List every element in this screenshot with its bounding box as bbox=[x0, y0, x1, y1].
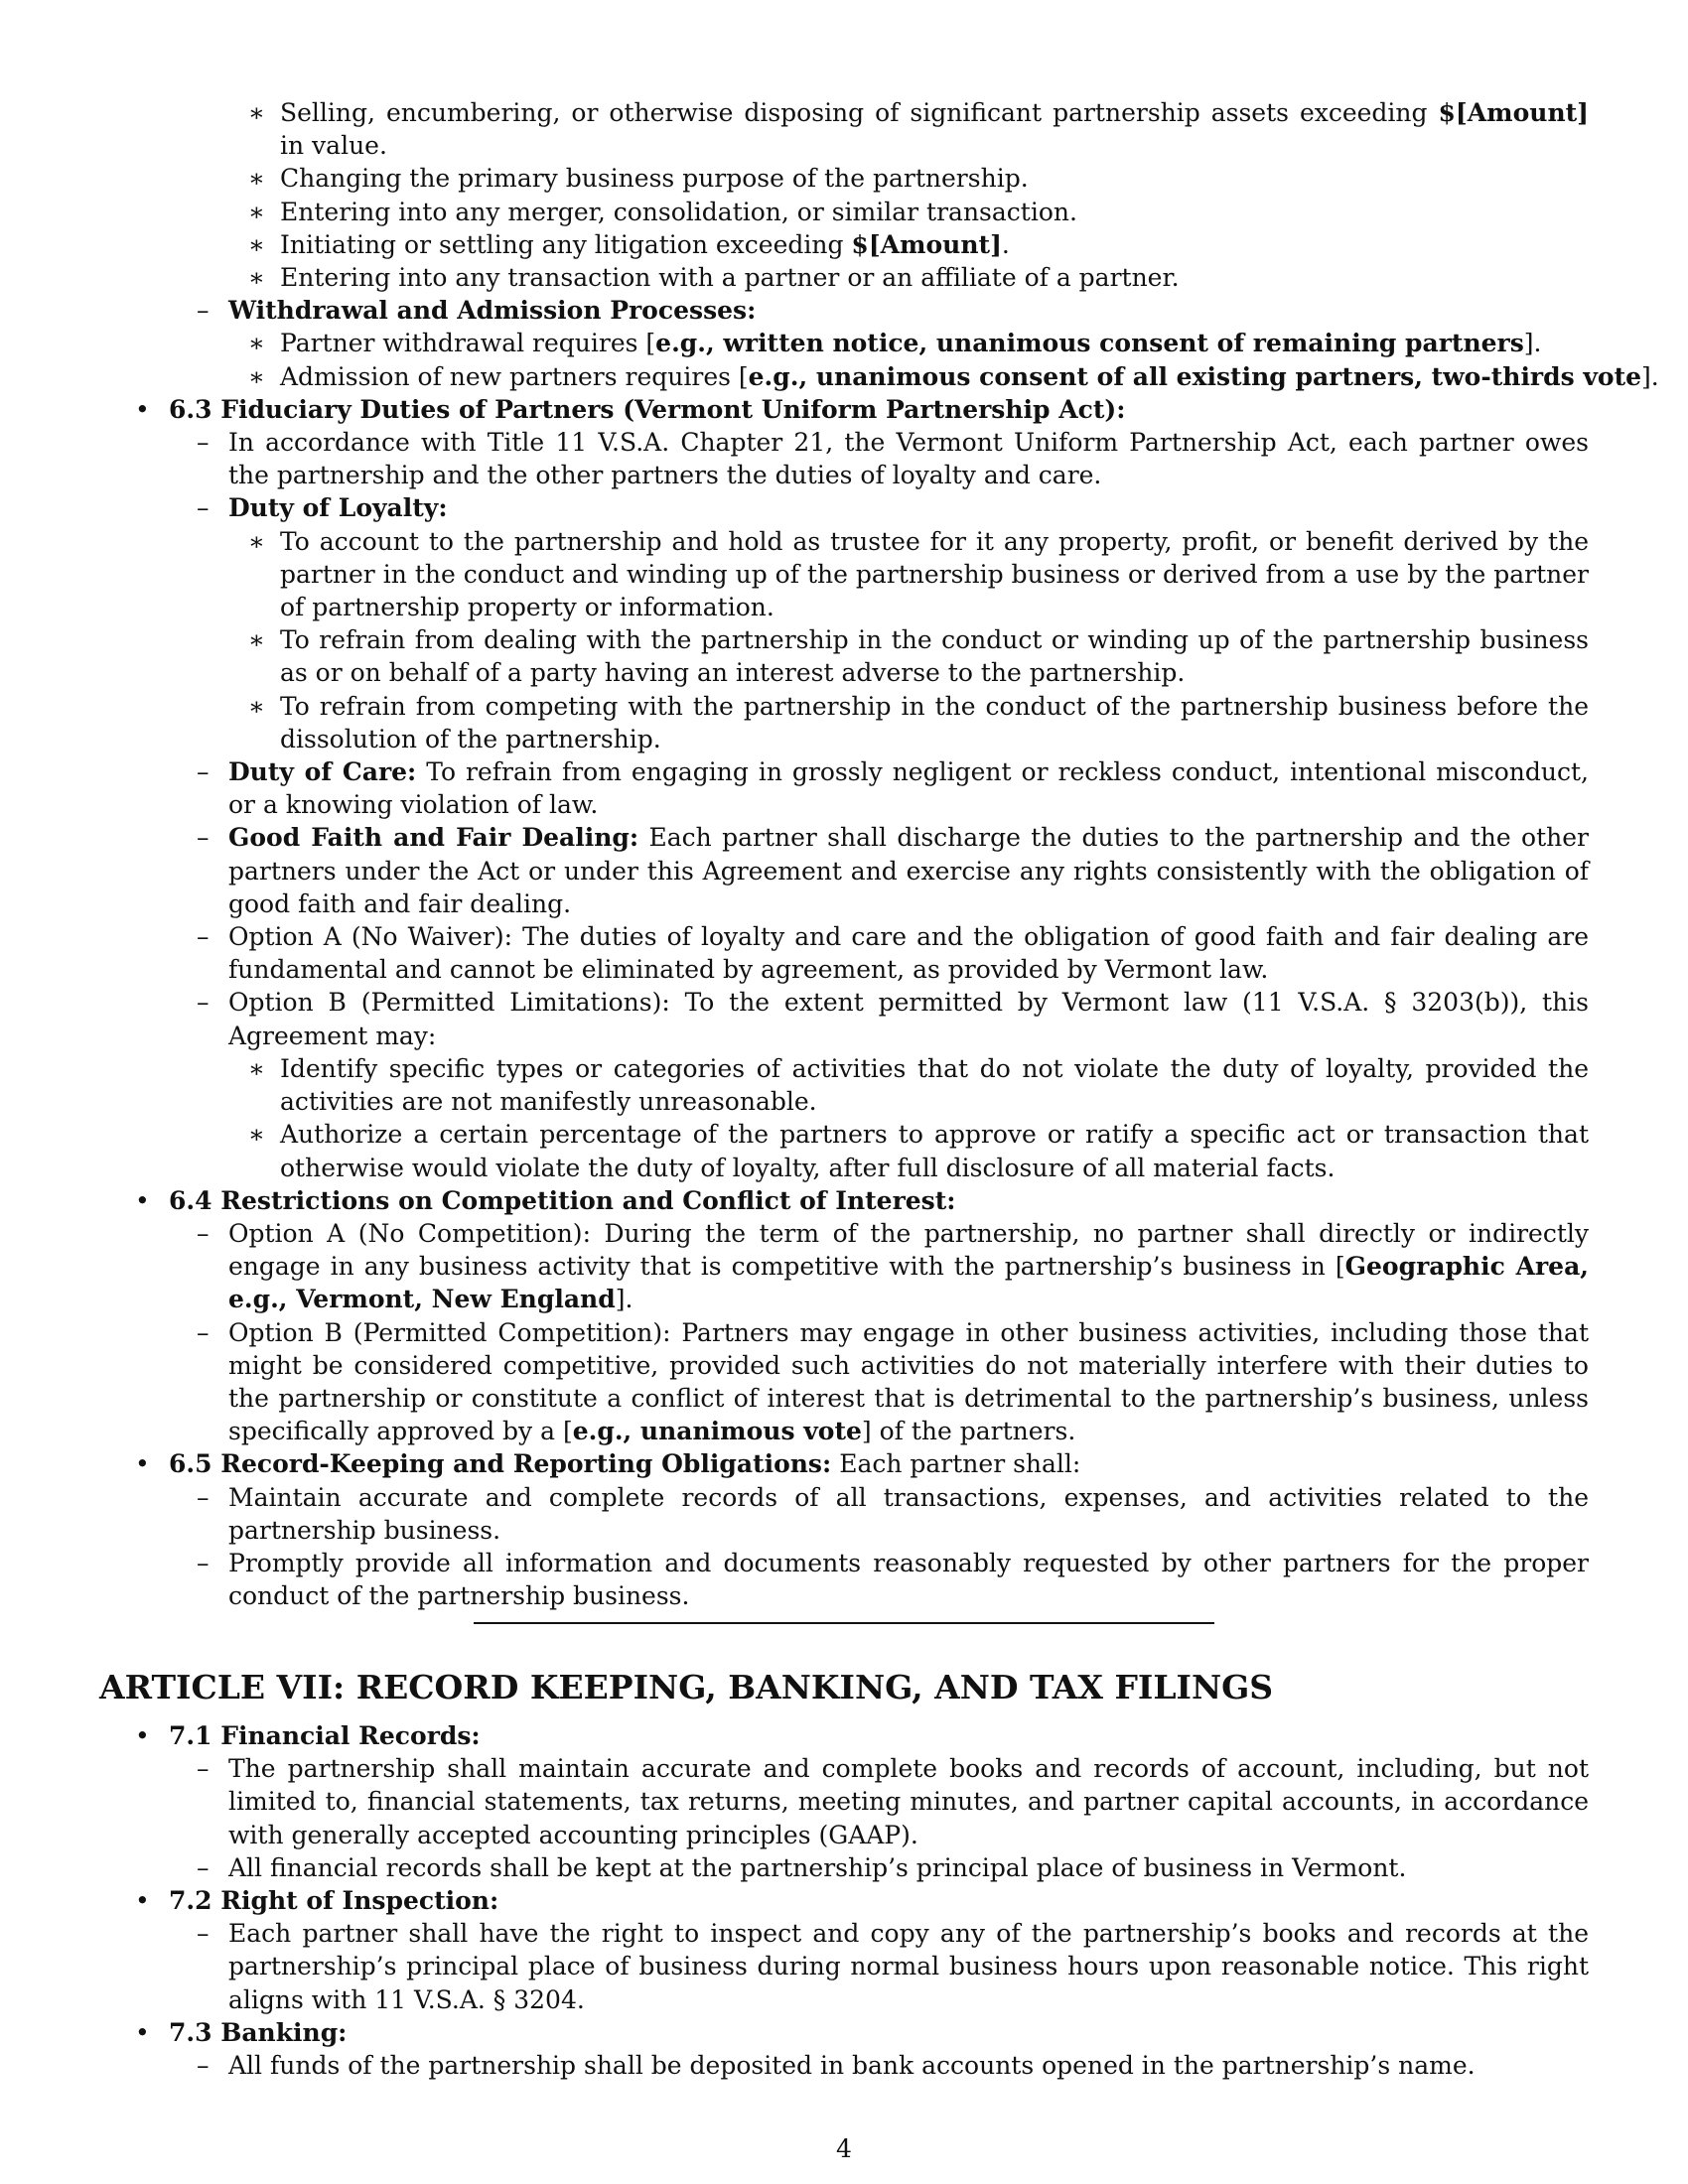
approval-item bbox=[99, 196, 1589, 228]
item-text: All funds of the partnership shall be deposited in bank accounts opened in the partnership’s name. bbox=[228, 2051, 1476, 2081]
loyalty-item bbox=[99, 690, 1589, 755]
star-marker: ∗ bbox=[248, 197, 265, 226]
item-text: Partner withdrawal requires [ bbox=[280, 329, 656, 358]
item-text: To account to the partnership and hold as trustee for it any property, profit, or benefit derived by the partner in the conduct and winding up of the partnership business or derived from a use by the partner of partnership property or information. bbox=[280, 526, 1589, 622]
section-title: 7.2 Right of Inspection: bbox=[169, 1886, 499, 1916]
item-text: The partnership shall maintain accurate and complete books and records of account, including, but not limited to, financial statements, tax returns, meeting minutes, and partner capital accounts, in accordance with generally accepted accounting principles (GAAP). bbox=[228, 1754, 1589, 1849]
placeholder-amount: $[Amount] bbox=[1438, 98, 1589, 127]
dash-marker: – bbox=[197, 1482, 210, 1512]
section-7-2 bbox=[99, 1884, 1589, 1917]
item-text: Admission of new partners requires [ bbox=[280, 361, 749, 391]
dash-marker: – bbox=[197, 428, 210, 458]
option-a-item bbox=[99, 1217, 1589, 1316]
section-title: 6.3 Fiduciary Duties of Partners (Vermont Uniform Partnership Act): bbox=[169, 394, 1126, 424]
star-marker: ∗ bbox=[248, 263, 265, 293]
option-b-item bbox=[99, 1316, 1589, 1448]
section-6-4 bbox=[99, 1184, 1589, 1217]
list-item bbox=[99, 1917, 1589, 2016]
approval-item bbox=[99, 162, 1589, 195]
bullet-marker: • bbox=[135, 394, 150, 424]
item-text: . bbox=[1001, 229, 1010, 259]
option-a-item bbox=[99, 920, 1589, 986]
withdrawal-item bbox=[99, 327, 1589, 359]
star-marker: ∗ bbox=[248, 229, 265, 259]
placeholder-text: Geographic Area, e.g., Vermont, New England bbox=[228, 1252, 1589, 1314]
approval-item bbox=[99, 261, 1589, 294]
list-item bbox=[99, 1481, 1589, 1547]
item-text: ]. bbox=[1523, 329, 1542, 358]
dash-marker: – bbox=[197, 1852, 210, 1882]
item-text: Option B (Permitted Competition): Partners may engage in other business activities, including those that might be considered competitive, provided such activities do not materially interfere with their duties to the partnership or constitute a conflict of interest that is detrimental to the partnership’s business, unless specifically approved by a [ bbox=[228, 1317, 1589, 1446]
bullet-marker: • bbox=[135, 2017, 150, 2047]
item-text: Option A (No Competition): During the term of the partnership, no partner shall directly or indirectly engage in any business activity that is competitive with the partnership’s business in [ bbox=[228, 1218, 1589, 1282]
item-text: Authorize a certain percentage of the partners to approve or ratify a specific act or transaction that otherwise would violate the duty of loyalty, after full disclosure of all material facts. bbox=[280, 1120, 1589, 1182]
placeholder-text: e.g., written notice, unanimous consent of remaining partners bbox=[655, 329, 1524, 358]
dash-marker: – bbox=[197, 823, 210, 853]
section-title: 7.3 Banking: bbox=[169, 2017, 348, 2047]
item-text: Maintain accurate and complete records of all transactions, expenses, and activities related to the partnership business. bbox=[228, 1482, 1589, 1545]
dash-marker: – bbox=[197, 1919, 210, 1949]
withdrawal-item bbox=[99, 360, 1659, 393]
section-6-3 bbox=[99, 393, 1589, 426]
item-text: ]. bbox=[615, 1285, 633, 1314]
loyalty-item bbox=[99, 623, 1589, 689]
star-marker: ∗ bbox=[248, 1120, 265, 1150]
list-item bbox=[99, 1752, 1589, 1851]
section-7-1 bbox=[99, 1719, 1589, 1752]
item-text: ] of the partners. bbox=[861, 1417, 1076, 1446]
item-text: To refrain from dealing with the partnership in the conduct or winding up of the partnership business as or on behalf of a party having an interest adverse to the partnership. bbox=[280, 625, 1589, 688]
section-6-5 bbox=[99, 1447, 1589, 1480]
star-marker: ∗ bbox=[248, 164, 265, 194]
placeholder-text: e.g., unanimous consent of all existing partners, two-thirds vote bbox=[748, 361, 1642, 391]
star-marker: ∗ bbox=[248, 625, 265, 655]
star-marker: ∗ bbox=[248, 329, 265, 358]
star-marker: ∗ bbox=[248, 691, 265, 721]
section-title: 7.1 Financial Records: bbox=[169, 1721, 481, 1750]
item-text: Each partner shall discharge the duties to the partnership and the other partners under the Act or under this Agreement and exercise any rights consistently with the obligation of good faith and fair dealing. bbox=[228, 823, 1589, 918]
item-text: To refrain from engaging in grossly negligent or reckless conduct, intentional misconduct, or a knowing violation of law. bbox=[228, 757, 1590, 820]
bullet-marker: • bbox=[135, 1886, 150, 1916]
article-heading: ARTICLE VII: RECORD KEEPING, BANKING, AND TAX FILINGS bbox=[99, 1668, 1274, 1706]
care-item bbox=[99, 755, 1589, 821]
approval-item bbox=[99, 96, 1589, 162]
item-text: Selling, encumbering, or otherwise disposing of significant partnership assets exceeding bbox=[280, 98, 1439, 127]
item-text: In accordance with Title 11 V.S.A. Chapter 21, the Vermont Uniform Partnership Act, each partner owes the partnership and the other partners the duties of loyalty and care. bbox=[228, 428, 1589, 490]
list-item bbox=[99, 1851, 1589, 1884]
star-marker: ∗ bbox=[248, 98, 265, 127]
star-marker: ∗ bbox=[248, 1053, 265, 1083]
list-item bbox=[99, 1547, 1589, 1612]
dash-marker: – bbox=[197, 757, 210, 787]
item-text: Identify specific types or categories of activities that do not violate the duty of loyalty, provided the activities are not manifestly unreasonable. bbox=[280, 1053, 1589, 1117]
option-b-item bbox=[99, 986, 1589, 1051]
option-b-subitem bbox=[99, 1052, 1589, 1118]
item-text: Entering into any transaction with a partner or an affiliate of a partner. bbox=[280, 263, 1180, 293]
bullet-marker: • bbox=[135, 1721, 150, 1750]
placeholder-amount: $[Amount] bbox=[851, 229, 1002, 259]
subheading: Good Faith and Fair Dealing: bbox=[228, 823, 639, 853]
item-text: To refrain from competing with the partnership in the conduct of the partnership business before the dissolution of the partnership. bbox=[280, 691, 1589, 753]
bullet-marker: • bbox=[135, 1449, 150, 1479]
loyalty-heading bbox=[99, 491, 1589, 524]
item-text: Option A (No Waiver): The duties of loyalty and care and the obligation of good faith and fair dealing are fundamental and cannot be eliminated by agreement, as provided by Vermont law. bbox=[228, 922, 1589, 985]
item-text: Each partner shall: bbox=[831, 1449, 1081, 1479]
item-text: Promptly provide all information and documents reasonably requested by other partners for the proper conduct of the partnership business. bbox=[228, 1548, 1589, 1611]
option-b-subitem bbox=[99, 1118, 1589, 1183]
item-text: Changing the primary business purpose of the partnership. bbox=[280, 164, 1029, 194]
dash-marker: – bbox=[197, 1218, 210, 1248]
item-text: Option B (Permitted Limitations): To the extent permitted by Vermont law (11 V.S.A. § 3203(b)), this Agreement may: bbox=[228, 988, 1589, 1050]
star-marker: ∗ bbox=[248, 526, 265, 556]
list-item bbox=[99, 426, 1589, 491]
item-text: Initiating or settling any litigation exceeding bbox=[280, 229, 852, 259]
dash-marker: – bbox=[197, 1548, 210, 1577]
dash-marker: – bbox=[197, 922, 210, 952]
dash-marker: – bbox=[197, 2051, 210, 2081]
good-faith-item bbox=[99, 821, 1589, 920]
dash-marker: – bbox=[197, 296, 210, 326]
dash-marker: – bbox=[197, 493, 210, 523]
section-title: 6.5 Record-Keeping and Reporting Obligations: bbox=[169, 1449, 832, 1479]
subheading: Duty of Care: bbox=[228, 757, 417, 787]
subheading: Withdrawal and Admission Processes: bbox=[228, 296, 757, 326]
list-item bbox=[99, 2049, 1589, 2082]
dash-marker: – bbox=[197, 1317, 210, 1347]
page-number: 4 bbox=[836, 2134, 852, 2163]
item-text: ]. bbox=[1641, 361, 1659, 391]
loyalty-item bbox=[99, 525, 1589, 624]
section-title: 6.4 Restrictions on Competition and Conflict of Interest: bbox=[169, 1185, 956, 1215]
section-divider bbox=[474, 1622, 1214, 1624]
withdrawal-heading bbox=[99, 294, 1589, 327]
section-7-3 bbox=[99, 2016, 1589, 2049]
item-text: Each partner shall have the right to inspect and copy any of the partnership’s books and records at the partnership’s principal place of business during normal business hours upon reasonable notice. This right aligns with 11 V.S.A. § 3204. bbox=[228, 1919, 1589, 2014]
item-text: All financial records shall be kept at the partnership’s principal place of business in Vermont. bbox=[228, 1852, 1407, 1882]
bullet-marker: • bbox=[135, 1185, 150, 1215]
star-marker: ∗ bbox=[248, 361, 265, 391]
dash-marker: – bbox=[197, 1754, 210, 1784]
item-text: Entering into any merger, consolidation, or similar transaction. bbox=[280, 197, 1077, 226]
dash-marker: – bbox=[197, 988, 210, 1018]
main-content bbox=[99, 96, 1659, 1612]
subheading: Duty of Loyalty: bbox=[228, 493, 448, 523]
approval-item bbox=[99, 228, 1589, 261]
article-7-content bbox=[99, 1719, 1589, 2082]
placeholder-text: e.g., unanimous vote bbox=[572, 1417, 862, 1446]
item-text: in value. bbox=[280, 131, 387, 161]
